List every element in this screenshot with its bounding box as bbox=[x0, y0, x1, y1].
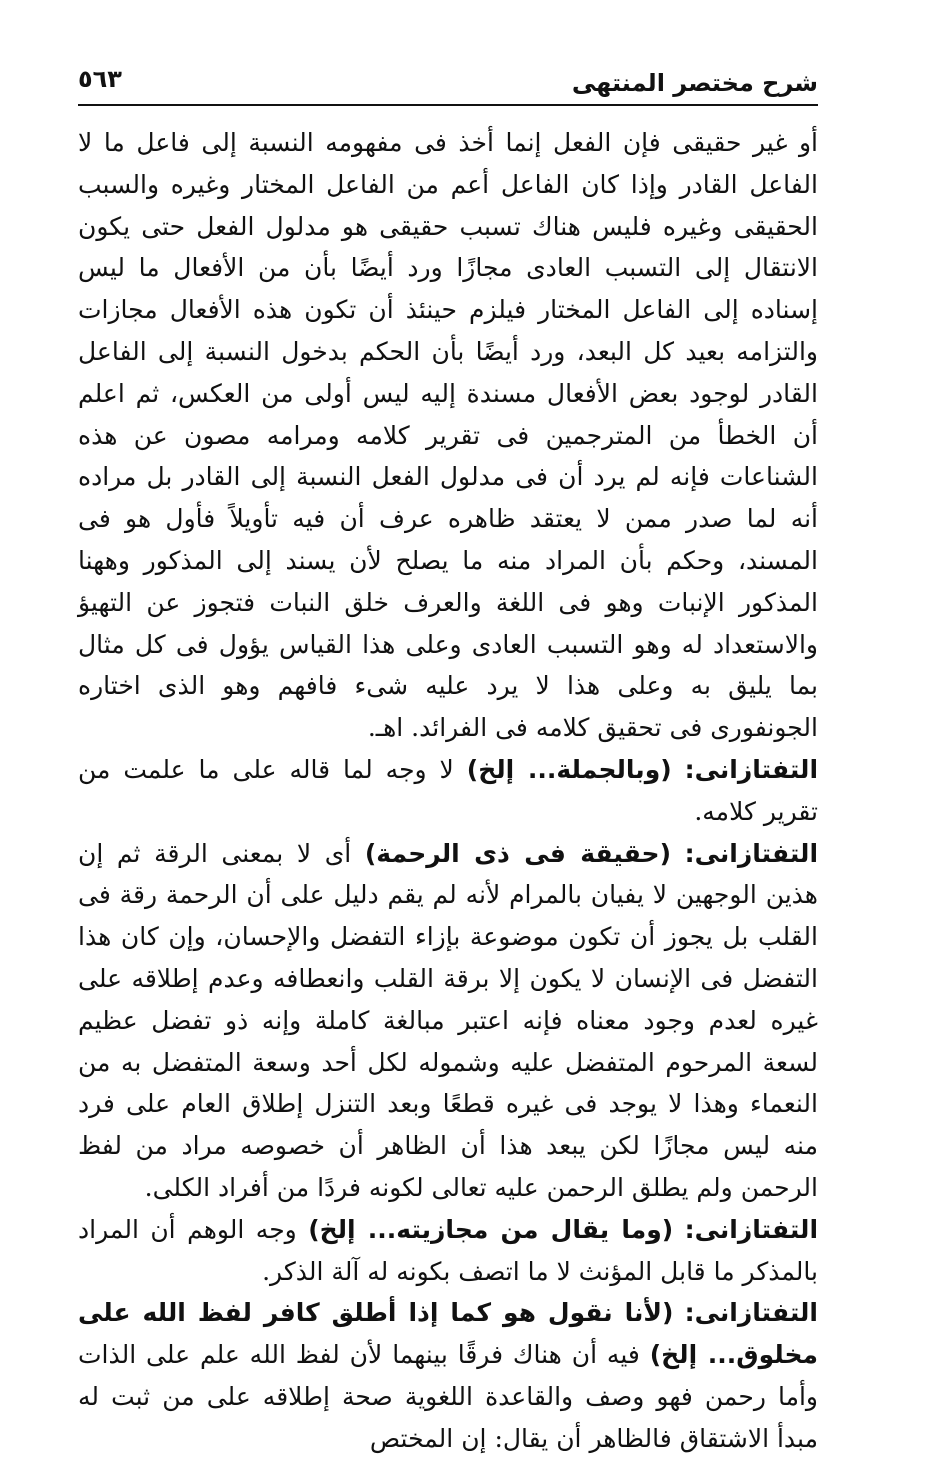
document-page bbox=[78, 62, 819, 1453]
paragraph-text: لا وجه لما قاله على ما علمت من تقرير كلامه. bbox=[78, 754, 818, 826]
running-header bbox=[78, 62, 818, 106]
running-title: شرح مختصر المنتهى bbox=[571, 69, 818, 97]
commentary-entry bbox=[78, 833, 818, 1209]
quoted-phrase: (حقيقة فى ذى الرحمة) bbox=[364, 838, 672, 868]
quoted-phrase: (وبالجملة... إلخ) bbox=[466, 754, 672, 784]
commentary-entry bbox=[78, 1292, 818, 1459]
commentary-entry bbox=[78, 1209, 818, 1293]
paragraph bbox=[78, 122, 818, 749]
paragraph-text: وجه الوهم أن المراد بالمذكر ما قابل المؤنث لا ما اتصف بكونه له آلة الذكر. bbox=[78, 1214, 818, 1286]
paragraph-text: فيه أن هناك فرقًا بينهما لأن لفظ الله علم على الذات وأما رحمن فهو وصف والقاعدة اللغوية صحة إطلاقه على من ثبت له مبدأ الاشتقاق فالظاهر أن يقال: إن المختص bbox=[78, 1340, 818, 1453]
commentator-label: التفتازانى: bbox=[684, 838, 819, 868]
quoted-phrase: (وما يقال من مجازيته... إلخ) bbox=[308, 1214, 674, 1244]
quoted-phrase: (لأنا نقول هو كما إذا أطلق كافر لفظ الله على مخلوق... إلخ) bbox=[78, 1298, 818, 1370]
commentator-label: التفتازانى: bbox=[684, 754, 819, 784]
paragraph-text: أى لا بمعنى الرقة ثم إن هذين الوجهين لا يفيان بالمرام لأنه لم يقم دليل على أن الرحمة رقة فى القلب بل يجوز أن تكون موضوعة بإزاء التفضل والإحسان، وإن كان هذا التفضل فى الإنسان لا يكون إلا برقة القلب وانعطافه وعدم إطلاقه على غيره لعدم وجود معناه فإنه اعتبر مبالغة كاملة وإنه ذو تفضل عظيم لسعة المرحوم المتفضل عليه وشموله لكل أحد وسعة المتفضل به من النعماء وهذا لا يوجد فى غيره قطعًا وبعد التنزل إطلاق العام على فرد منه ليس مجازًا لكن يبعد هذا أن الظاهر أن خصوصه مراد من لفظ الرحمن ولم يطلق الرحمن عليه تعالى لكونه فردًا من أفراد الكلى. bbox=[78, 838, 818, 1202]
page-number: ٥٦٣ bbox=[78, 65, 122, 93]
paragraph-text: أو غير حقيقى فإن الفعل إنما أخذ فى مفهومه النسبة إلى فاعل ما لا الفاعل القادر وإذا كان الفاعل أعم من الفاعل المختار وغيره والسبب الحقيقى وغيره فليس هناك تسبب حقيقى هو مدلول الفعل حتى يكون الانتقال إلى التسبب العادى مجازًا ورد أيضًا بأن من الأفعال ما ليس إسناده إلى الفاعل المختار فيلزم حينئذ أن تكون هذه الأفعال مجازات والتزامه بعيد كل البعد، ورد أيضًا بأن الحكم بدخول النسبة إلى الفاعل القادر لوجود بعض الأفعال مسندة إليه ليس أولى من العكس، ثم اعلم أن الخطأ من المترجمين فى تقرير كلامه ومرامه مصون عن هذه الشناعات فإنه لم يرد أن فى مدلول الفعل النسبة إلى القادر بل مراده أنه لما صدر ممن لا يعتقد ظاهره عرف أن فيه تأويلاً فأول هو فى المسند، وحكم بأن المراد منه ما يصلح لأن يسند إلى المذكور وههنا المذكور الإنبات وهو فى اللغة والعرف خلق النبات فتجوز عن التهيؤ والاستعداد له وهو التسبب العادى وعلى هذا القياس يؤول فى كل مثال بما يليق به وعلى هذا لا يرد عليه شىء فافهم وهو الذى اختاره الجونفورى فى تحقيق كلامه فى الفرائد. اهـ. bbox=[78, 128, 818, 743]
commentator-label: التفتازانى: bbox=[684, 1298, 818, 1328]
commentator-label: التفتازانى: bbox=[684, 1214, 819, 1244]
commentary-entry bbox=[78, 749, 818, 833]
body-text bbox=[78, 122, 818, 1460]
